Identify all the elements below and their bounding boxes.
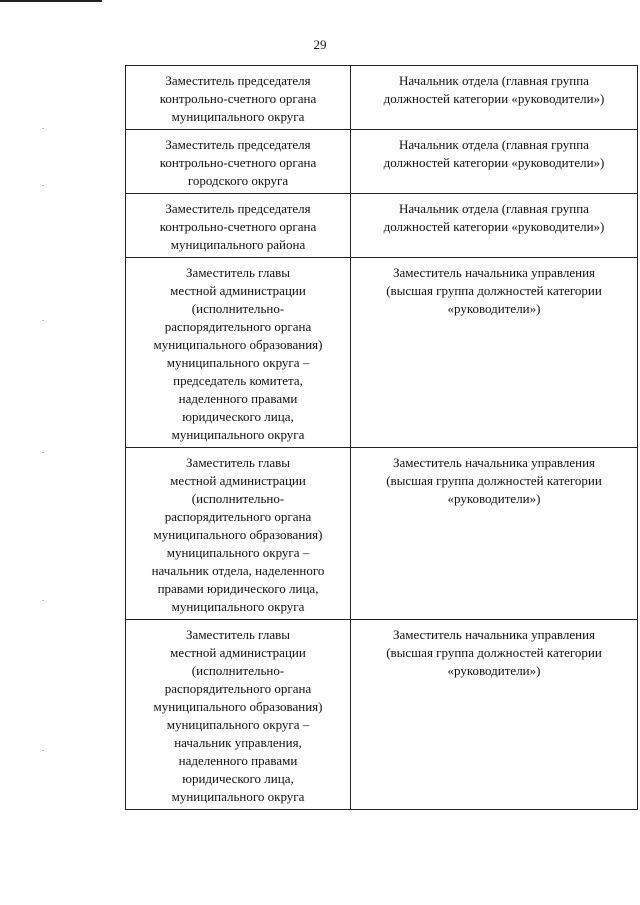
positions-table-body [126, 66, 638, 810]
scan-speck [42, 128, 44, 129]
scan-speck [42, 320, 44, 321]
cell-text-line: муниципального округа [171, 599, 305, 614]
cell-text-line: распорядительного органа [164, 681, 312, 696]
cell-text-line: «руководители») [447, 301, 541, 316]
cell-text-line: правами юридического лица, [157, 581, 319, 596]
category-cell [351, 66, 638, 130]
page-number: 29 [313, 37, 327, 52]
cell-text-line: распорядительного органа [164, 509, 312, 524]
positions-table [125, 65, 638, 810]
position-cell [126, 66, 351, 130]
cell-text-line: (исполнительно- [191, 301, 285, 316]
position-cell [126, 130, 351, 194]
cell-text-line: (высшая группа должностей категории [386, 283, 602, 298]
cell-text-line: Заместитель председателя [165, 73, 311, 88]
cell-text-line: муниципального образования) [153, 527, 323, 542]
cell-text-line: Заместитель председателя [165, 201, 311, 216]
cell-text-line: Заместитель главы [186, 455, 290, 470]
category-cell [351, 258, 638, 448]
cell-text-line: муниципального образования) [153, 337, 323, 352]
position-cell [126, 620, 351, 810]
cell-text-line: Заместитель главы [186, 265, 290, 280]
cell-text-line: Начальник отдела (главная группа [399, 137, 589, 152]
scan-speck [42, 600, 44, 601]
cell-text-line: Заместитель председателя [165, 137, 311, 152]
category-cell [351, 194, 638, 258]
cell-text-line: муниципального округа – [166, 717, 310, 732]
position-cell [126, 194, 351, 258]
scan-edge-line [0, 0, 102, 2]
cell-text-line: наделенного правами [178, 391, 298, 406]
scan-speck [42, 185, 44, 186]
cell-text-line: Начальник отдела (главная группа [399, 201, 589, 216]
cell-text-line: «руководители») [447, 663, 541, 678]
table-row [126, 448, 638, 620]
table-row [126, 66, 638, 130]
cell-text-line: должностей категории «руководители») [383, 91, 605, 106]
cell-text-line: муниципального округа – [166, 355, 310, 370]
scan-speck [42, 452, 44, 453]
cell-text-line: начальник управления, [174, 735, 302, 750]
cell-text-line: Заместитель начальника управления [392, 455, 596, 470]
cell-text-line: юридического лица, [182, 409, 294, 424]
cell-text-line: юридического лица, [182, 771, 294, 786]
cell-text-line: Заместитель начальника управления [392, 265, 596, 280]
cell-text-line: Заместитель начальника управления [392, 627, 596, 642]
cell-text-line: муниципального округа – [166, 545, 310, 560]
cell-text-line: местной администрации [170, 645, 306, 660]
cell-text-line: контрольно-счетного органа [159, 155, 317, 170]
cell-text-line: наделенного правами [178, 753, 298, 768]
table-row [126, 258, 638, 448]
cell-text-line: (высшая группа должностей категории [386, 645, 602, 660]
cell-text-line: местной администрации [170, 283, 306, 298]
category-cell [351, 448, 638, 620]
scan-speck [42, 750, 44, 751]
cell-text-line: (исполнительно- [191, 663, 285, 678]
cell-text-line: (исполнительно- [191, 491, 285, 506]
position-cell [126, 448, 351, 620]
cell-text-line: Начальник отдела (главная группа [399, 73, 589, 88]
cell-text-line: контрольно-счетного органа [159, 219, 317, 234]
cell-text-line: Заместитель главы [186, 627, 290, 642]
cell-text-line: начальник отдела, наделенного [151, 563, 325, 578]
cell-text-line: «руководители») [447, 491, 541, 506]
cell-text-line: местной администрации [170, 473, 306, 488]
category-cell [351, 130, 638, 194]
cell-text-line: муниципального округа [171, 427, 305, 442]
cell-text-line: муниципального округа [171, 109, 305, 124]
cell-text-line: муниципального округа [171, 789, 305, 804]
table-row [126, 194, 638, 258]
cell-text-line: (высшая группа должностей категории [386, 473, 602, 488]
category-cell [351, 620, 638, 810]
cell-text-line: распорядительного органа [164, 319, 312, 334]
table-row [126, 620, 638, 810]
table-row [126, 130, 638, 194]
cell-text-line: контрольно-счетного органа [159, 91, 317, 106]
cell-text-line: городского округа [187, 173, 289, 188]
cell-text-line: должностей категории «руководители») [383, 155, 605, 170]
cell-text-line: должностей категории «руководители») [383, 219, 605, 234]
position-cell [126, 258, 351, 448]
cell-text-line: муниципального района [170, 237, 306, 252]
cell-text-line: муниципального образования) [153, 699, 323, 714]
cell-text-line: председатель комитета, [173, 373, 303, 388]
